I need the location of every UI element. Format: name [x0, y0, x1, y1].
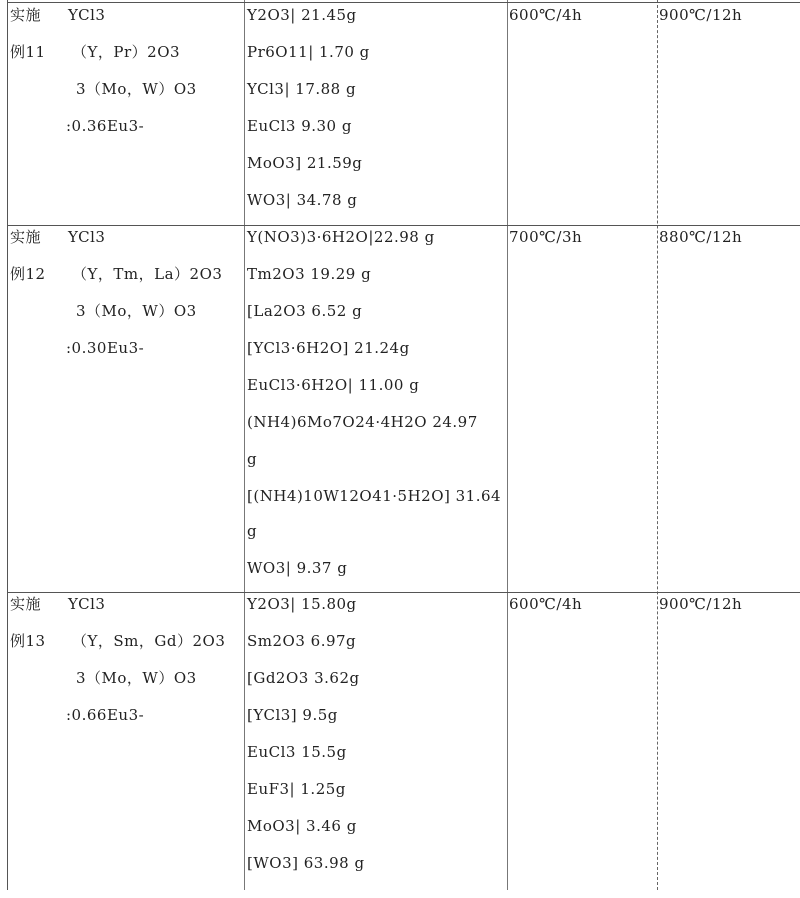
stage1-condition: 600℃/4h — [509, 595, 583, 613]
formula-line: （Y，Tm，La）2O3 — [72, 265, 223, 283]
example-label: 实施 — [10, 595, 42, 613]
column-divider — [507, 0, 508, 890]
stage2-condition: 900℃/12h — [659, 595, 743, 613]
material-entry: Y2O3| 15.80g — [247, 595, 357, 613]
formula-line: YCl3 — [68, 6, 106, 24]
column-divider — [244, 0, 245, 890]
stage2-condition: 880℃/12h — [659, 228, 743, 246]
material-entry: WO3| 34.78 g — [247, 191, 358, 209]
formula-line: :0.30Eu3- — [66, 339, 145, 357]
material-entry: [(NH4)10W12O41·5H2O] 31.64 — [247, 487, 502, 505]
formula-line: （Y，Sm，Gd）2O3 — [72, 632, 226, 650]
formula-line: YCl3 — [68, 228, 106, 246]
material-entry: Sm2O3 6.97g — [247, 632, 357, 650]
formula-line: 3（Mo，W）O3 — [76, 669, 197, 687]
material-entry: Y2O3| 21.45g — [247, 6, 357, 24]
material-entry: MoO3| 3.46 g — [247, 817, 357, 835]
column-divider — [657, 0, 658, 890]
material-entry: g — [247, 522, 258, 540]
example-label: 实施 — [10, 228, 42, 246]
formula-line: :0.66Eu3- — [66, 706, 145, 724]
formula-line: YCl3 — [68, 595, 106, 613]
material-entry: EuF3| 1.25g — [247, 780, 346, 798]
row-divider — [7, 592, 800, 593]
formula-line: :0.36Eu3- — [66, 117, 145, 135]
material-entry: EuCl3 15.5g — [247, 743, 347, 761]
material-entry: [YCl3·6H2O] 21.24g — [247, 339, 410, 357]
material-entry: [La2O3 6.52 g — [247, 302, 363, 320]
example-label: 例11 — [10, 43, 46, 61]
material-entry: [YCl3] 9.5g — [247, 706, 338, 724]
formula-line: （Y，Pr）2O3 — [72, 43, 181, 61]
material-entry: (NH4)6Mo7O24·4H2O 24.97 — [247, 413, 478, 431]
material-entry: EuCl3·6H2O| 11.00 g — [247, 376, 420, 394]
material-entry: Pr6O11| 1.70 g — [247, 43, 370, 61]
material-entry: WO3| 9.37 g — [247, 559, 348, 577]
formula-line: 3（Mo，W）O3 — [76, 80, 197, 98]
example-label: 例13 — [10, 632, 46, 650]
stage1-condition: 600℃/4h — [509, 6, 583, 24]
material-entry: Y(NO3)3·6H2O|22.98 g — [247, 228, 435, 246]
material-entry: Tm2O3 19.29 g — [247, 265, 372, 283]
material-entry: [WO3] 63.98 g — [247, 854, 365, 872]
stage1-condition: 700℃/3h — [509, 228, 583, 246]
formula-line: 3（Mo，W）O3 — [76, 302, 197, 320]
row-divider — [7, 225, 800, 226]
example-label: 实施 — [10, 6, 42, 24]
row-divider — [7, 2, 800, 3]
table-border-left — [7, 0, 8, 890]
stage2-condition: 900℃/12h — [659, 6, 743, 24]
material-entry: g — [247, 450, 258, 468]
material-entry: [Gd2O3 3.62g — [247, 669, 360, 687]
material-entry: YCl3| 17.88 g — [247, 80, 357, 98]
material-entry: EuCl3 9.30 g — [247, 117, 352, 135]
example-label: 例12 — [10, 265, 46, 283]
material-entry: MoO3] 21.59g — [247, 154, 363, 172]
